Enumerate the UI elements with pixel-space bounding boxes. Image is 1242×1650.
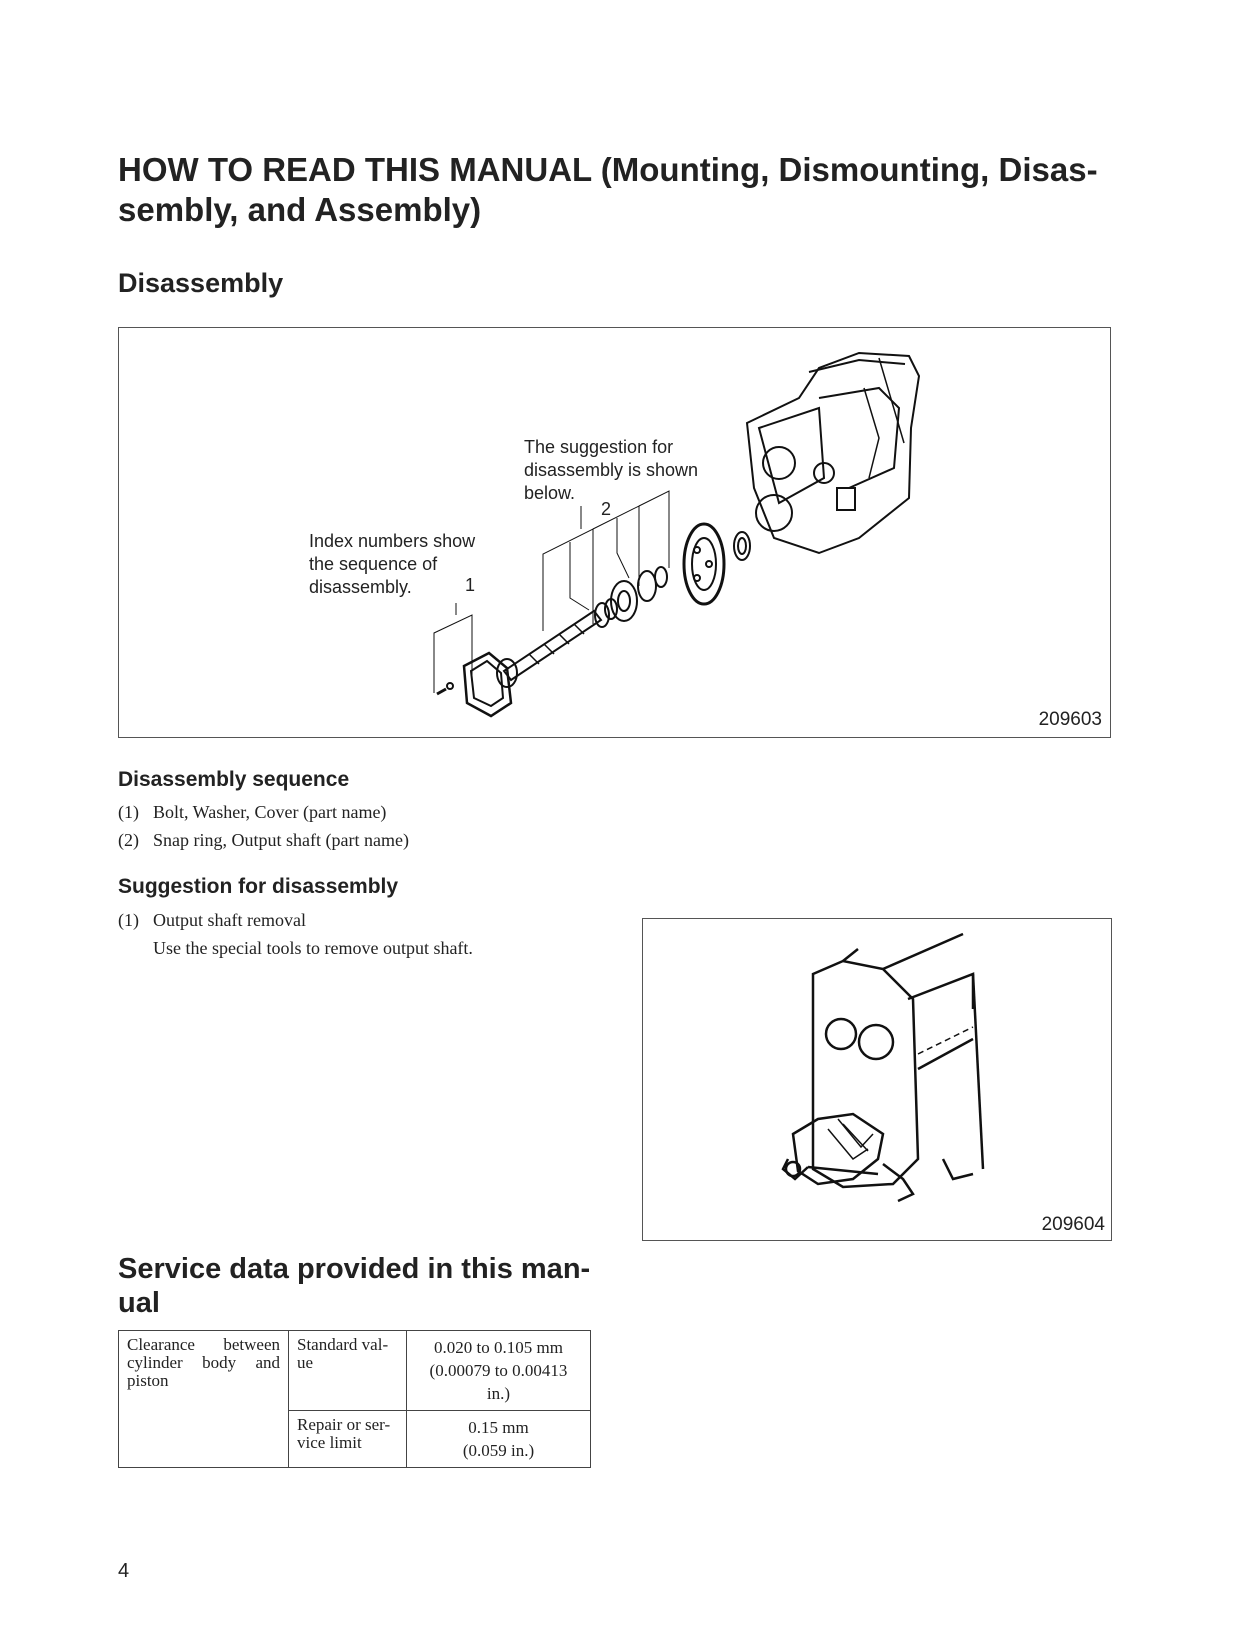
exploded-view-illustration (119, 328, 1110, 737)
sequence-item-2: (2) Snap ring, Output shaft (part name) (118, 830, 409, 850)
table-row (119, 1331, 591, 1411)
page-title (118, 150, 1118, 230)
suggestion-detail: Use the special tools to remove output shaft. (153, 938, 473, 958)
table-cell-item: Clearance between cylinder body and piston (119, 1331, 289, 1468)
callout-number-1: 1 (465, 575, 476, 595)
page-number: 4 (118, 1560, 130, 1582)
service-data-table (118, 1330, 591, 1468)
service-data-heading: Service data provided in this man- ual (118, 1253, 591, 1319)
special-tool-figure (642, 918, 1112, 1241)
figure-id: 209604 (1041, 1214, 1105, 1235)
disassembly-sequence-heading: Disassembly sequence (118, 768, 350, 791)
title-line-1: HOW TO READ THIS MANUAL (Mounting, Dismounting, Disas- (118, 151, 1098, 188)
table-cell-value: 0.020 to 0.105 mm (0.00079 to 0.00413 in.) (407, 1331, 591, 1411)
table-cell-type: Standard val- ue (289, 1331, 407, 1411)
table-cell-type: Repair or ser- vice limit (289, 1411, 407, 1468)
table-cell-value: 0.15 mm (0.059 in.) (407, 1411, 591, 1468)
title-line-2: sembly, and Assembly) (118, 191, 482, 228)
suggestion-heading: Suggestion for disassembly (118, 875, 399, 898)
suggestion-label: The suggestion for disassembly is shown below. (524, 437, 699, 503)
figure-id: 209603 (1038, 709, 1102, 730)
special-tool-illustration (643, 919, 1111, 1240)
sequence-item-1: (1) Bolt, Washer, Cover (part name) (118, 802, 387, 822)
section-title: Disassembly (118, 268, 284, 298)
exploded-view-figure (118, 327, 1111, 738)
callout-number-2: 2 (601, 499, 612, 519)
suggestion-item-1: (1) Output shaft removal (118, 910, 306, 930)
index-numbers-label: Index numbers show the sequence of disassembly. (309, 531, 476, 597)
